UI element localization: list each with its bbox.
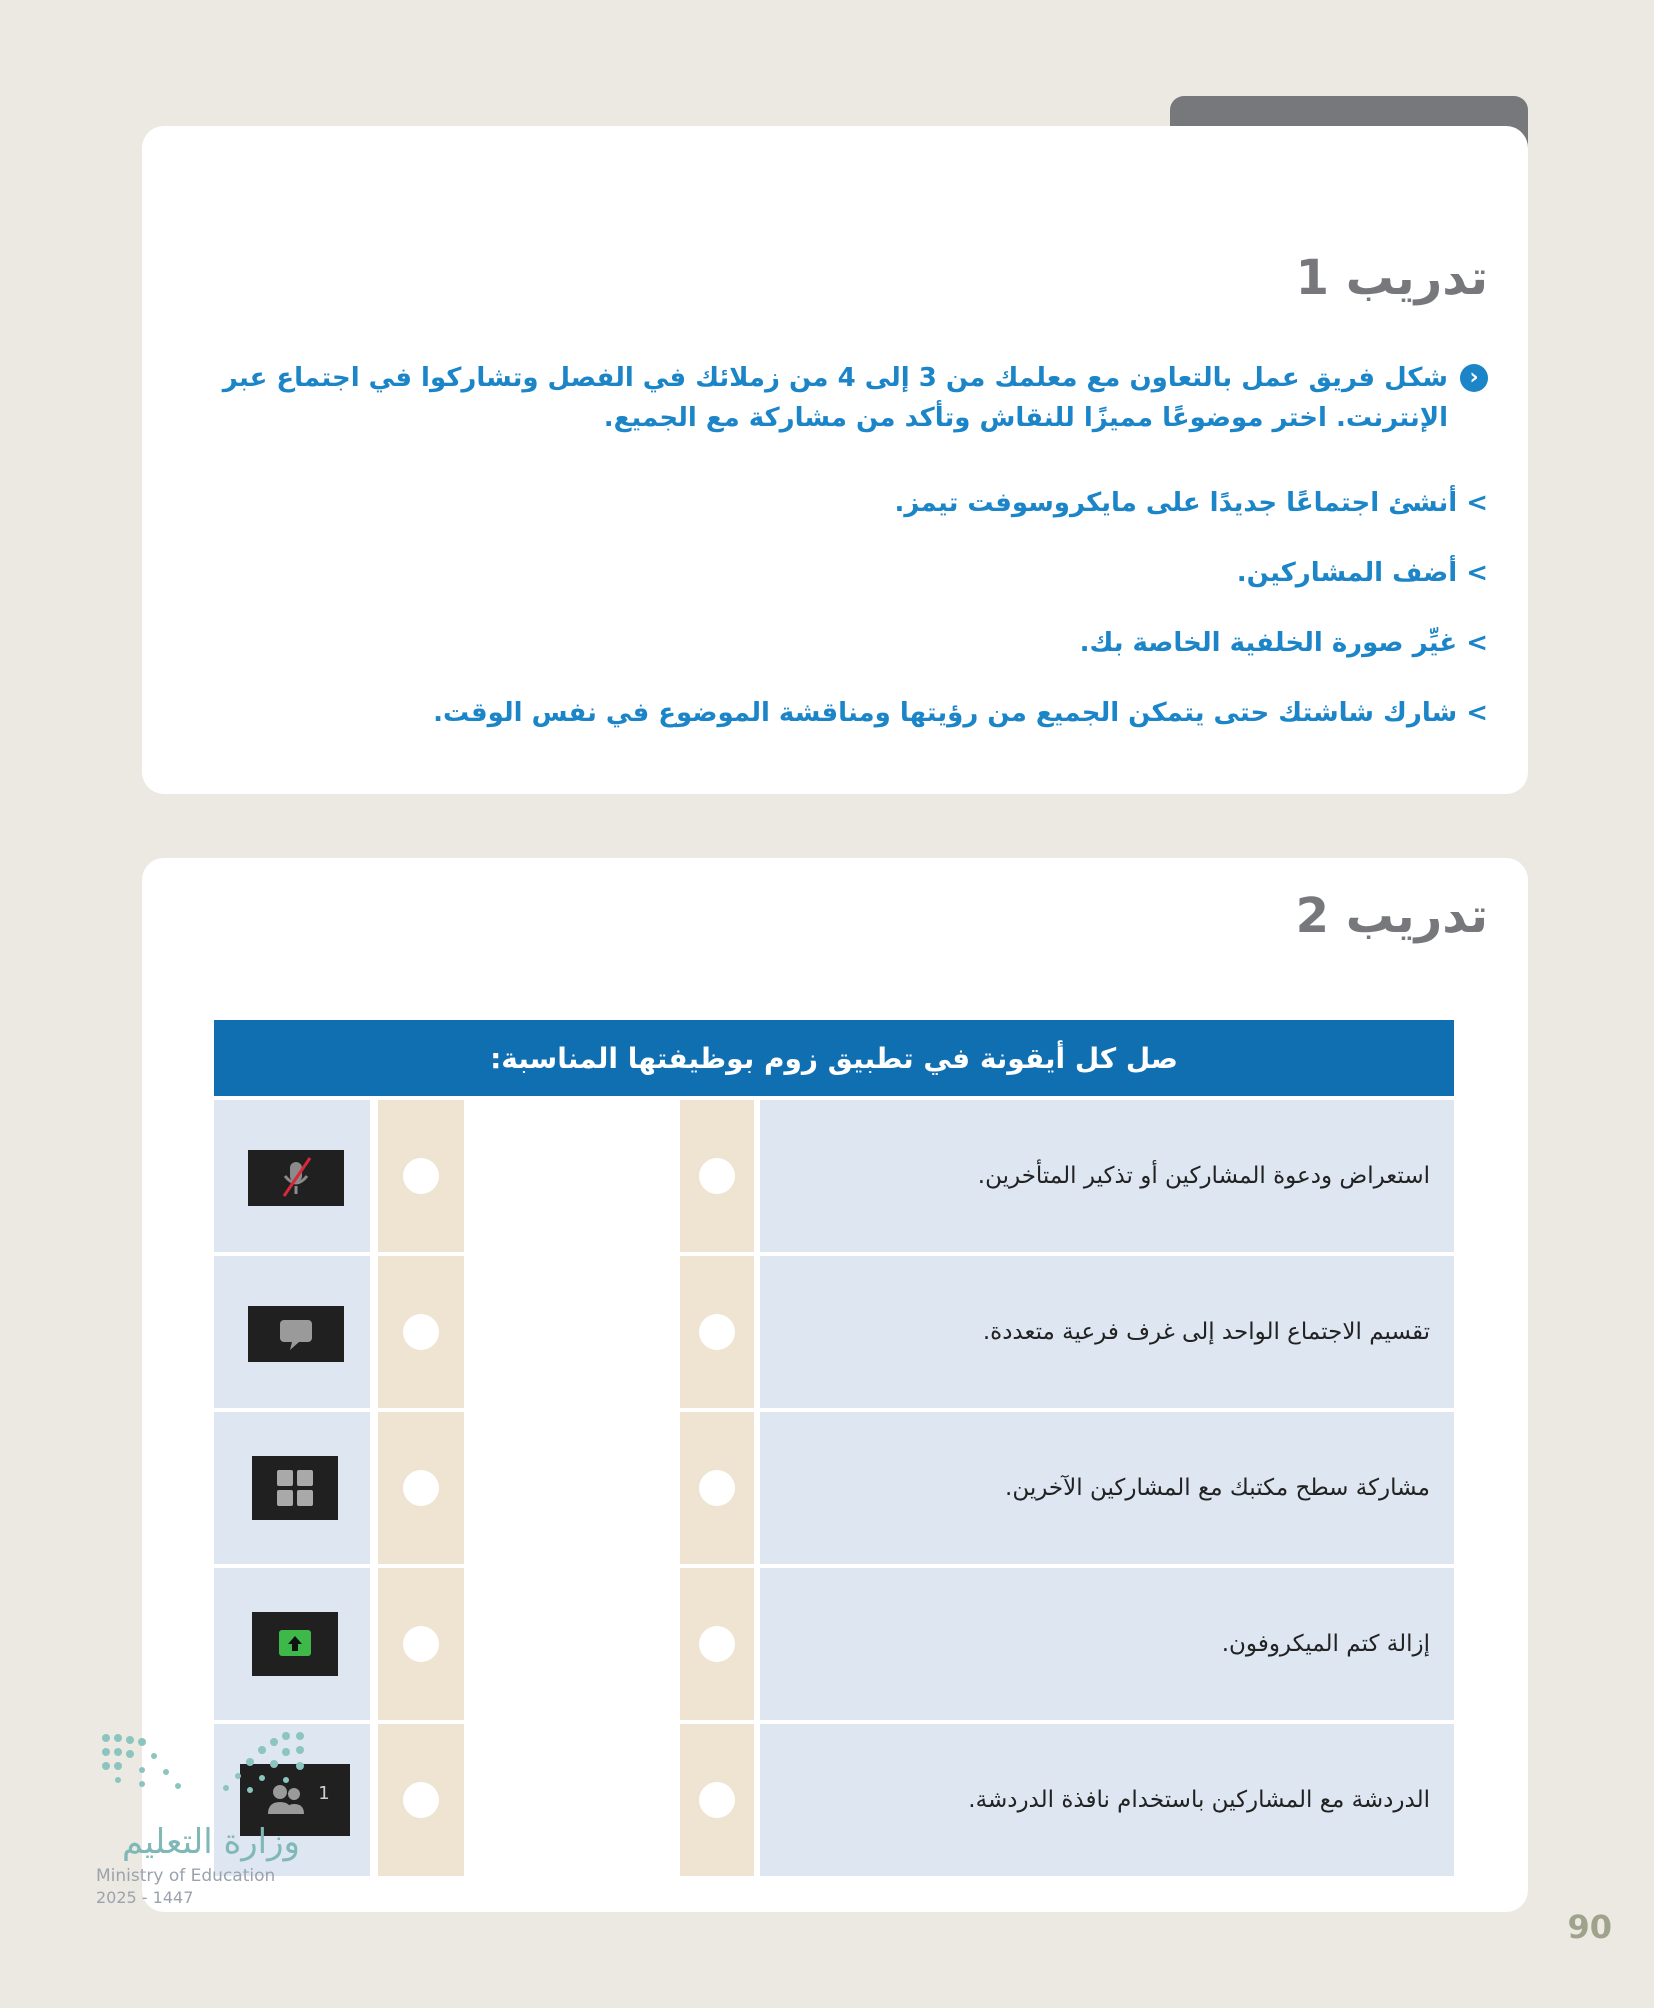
- match-cell: [378, 1100, 464, 1252]
- function-text: مشاركة سطح مكتبك مع المشاركين الآخرين.: [760, 1412, 1454, 1564]
- intro-text: شكل فريق عمل بالتعاون مع معلمك من 3 إلى 4 من زملائك في الفصل وتشاركوا في اجتماع عبر الإنترنت. اختر موضوعًا مميزًا للنقاش وتأكد من مشاركة مع الجميع.: [222, 363, 1448, 433]
- exercise-2-card: [142, 858, 1528, 1912]
- match-cell: [378, 1412, 464, 1564]
- icon-cell: [214, 1412, 370, 1564]
- step-item: > أنشئ اجتماعًا جديدًا على مايكروسوفت تيمز.: [894, 488, 1488, 518]
- table-row: [214, 1100, 1454, 1252]
- table-row: [214, 1724, 1454, 1876]
- logo-english: Ministry of Education: [96, 1866, 276, 1886]
- ministry-logo-dots-icon: [96, 1726, 326, 1826]
- function-text: تقسيم الاجتماع الواحد إلى غرف فرعية متعددة.: [760, 1256, 1454, 1408]
- match-cell: [680, 1256, 754, 1408]
- step-item: > أضف المشاركين.: [1236, 558, 1488, 588]
- logo-arabic: وزارة التعليم: [122, 1822, 300, 1862]
- step-item: > شارك شاشتك حتى يتمكن الجميع من رؤيتها ومناقشة الموضوع في نفس الوقت.: [433, 698, 1488, 728]
- ministry-logo: [96, 1726, 326, 1926]
- match-dot[interactable]: [699, 1314, 735, 1350]
- chevron-left-icon: ‹: [1460, 364, 1488, 392]
- match-cell: [378, 1568, 464, 1720]
- icon-cell: [214, 1568, 370, 1720]
- table-row: [214, 1568, 1454, 1720]
- exercise-1-title: تدريب 1: [1295, 250, 1488, 306]
- breakout-rooms-icon: [252, 1456, 338, 1520]
- function-text: استعراض ودعوة المشاركين أو تذكير المتأخرين.: [760, 1100, 1454, 1252]
- match-cell: [680, 1100, 754, 1252]
- icon-cell: [214, 1100, 370, 1252]
- match-dot[interactable]: [403, 1782, 439, 1818]
- match-cell: [680, 1724, 754, 1876]
- mute-microphone-icon: [248, 1150, 344, 1206]
- match-dot[interactable]: [403, 1626, 439, 1662]
- match-cell: [680, 1568, 754, 1720]
- table-row: [214, 1256, 1454, 1408]
- match-dot[interactable]: [699, 1470, 735, 1506]
- function-text: الدردشة مع المشاركين باستخدام نافذة الدردشة.: [760, 1724, 1454, 1876]
- match-cell: [680, 1412, 754, 1564]
- table-header: صل كل أيقونة في تطبيق زوم بوظيفتها المناسبة:: [214, 1020, 1454, 1096]
- participant-count-badge: 1: [318, 1782, 330, 1804]
- match-dot[interactable]: [403, 1314, 439, 1350]
- exercise-2-title: تدريب 2: [1295, 888, 1488, 944]
- table-row: [214, 1412, 1454, 1564]
- match-cell: [378, 1256, 464, 1408]
- exercise-1-intro: [212, 358, 1479, 438]
- chat-bubble-icon: [248, 1306, 344, 1362]
- match-dot[interactable]: [699, 1158, 735, 1194]
- match-dot[interactable]: [403, 1158, 439, 1194]
- match-dot[interactable]: [699, 1782, 735, 1818]
- function-text: إزالة كتم الميكروفون.: [760, 1568, 1454, 1720]
- match-dot[interactable]: [699, 1626, 735, 1662]
- step-item: > غيِّر صورة الخلفية الخاصة بك.: [1079, 628, 1488, 658]
- page-number: 90: [1567, 1908, 1612, 1946]
- share-screen-icon: [252, 1612, 338, 1676]
- match-cell: [378, 1724, 464, 1876]
- icon-cell: [214, 1256, 370, 1408]
- exercise-1-steps: [182, 478, 1488, 758]
- logo-year: 2025 - 1447: [96, 1888, 194, 1907]
- match-dot[interactable]: [403, 1470, 439, 1506]
- exercise-1-card: [142, 126, 1528, 794]
